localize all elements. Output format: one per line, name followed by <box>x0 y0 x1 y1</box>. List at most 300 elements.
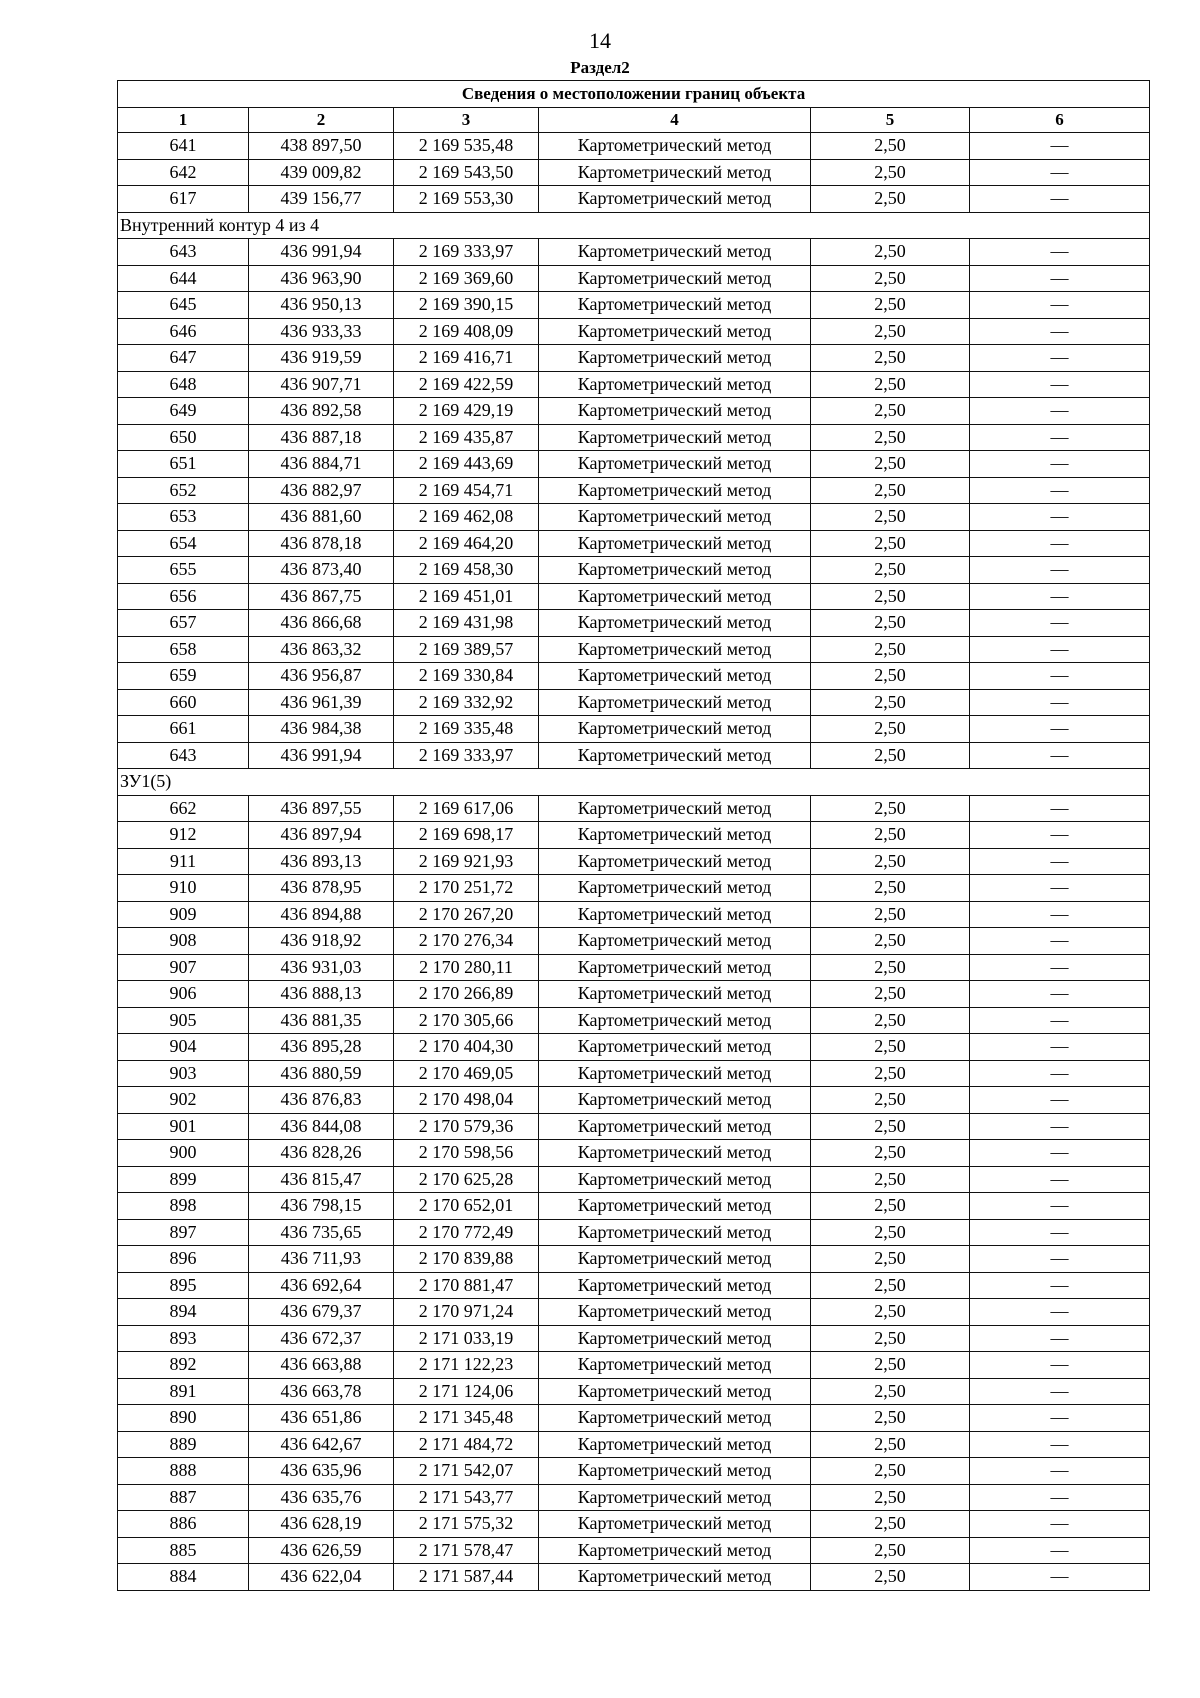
y-coordinate-cell: 2 169 464,20 <box>394 530 539 557</box>
method-cell: Картометрический метод <box>539 928 811 955</box>
x-coordinate-cell: 436 873,40 <box>249 557 394 584</box>
x-coordinate-cell: 436 672,37 <box>249 1325 394 1352</box>
method-cell: Картометрический метод <box>539 1060 811 1087</box>
table-row <box>118 1166 1150 1193</box>
method-cell: Картометрический метод <box>539 1405 811 1432</box>
y-coordinate-cell: 2 171 587,44 <box>394 1564 539 1591</box>
method-cell: Картометрический метод <box>539 371 811 398</box>
description-cell: — <box>970 1087 1150 1114</box>
y-coordinate-cell: 2 170 652,01 <box>394 1193 539 1220</box>
table-row <box>118 133 1150 160</box>
x-coordinate-cell: 436 882,97 <box>249 477 394 504</box>
method-cell: Картометрический метод <box>539 1166 811 1193</box>
point-number-cell: 648 <box>118 371 249 398</box>
method-cell: Картометрический метод <box>539 239 811 266</box>
description-cell: — <box>970 1564 1150 1591</box>
accuracy-cell: 2,50 <box>811 1511 970 1538</box>
x-coordinate-cell: 436 735,65 <box>249 1219 394 1246</box>
table-row <box>118 1299 1150 1326</box>
table-row <box>118 610 1150 637</box>
x-coordinate-cell: 436 931,03 <box>249 954 394 981</box>
accuracy-cell: 2,50 <box>811 663 970 690</box>
table-row <box>118 1564 1150 1591</box>
y-coordinate-cell: 2 169 332,92 <box>394 689 539 716</box>
table-row <box>118 1087 1150 1114</box>
accuracy-cell: 2,50 <box>811 822 970 849</box>
method-cell: Картометрический метод <box>539 1511 811 1538</box>
method-cell: Картометрический метод <box>539 1272 811 1299</box>
accuracy-cell: 2,50 <box>811 292 970 319</box>
accuracy-cell: 2,50 <box>811 1034 970 1061</box>
accuracy-cell: 2,50 <box>811 1219 970 1246</box>
description-cell: — <box>970 1246 1150 1273</box>
accuracy-cell: 2,50 <box>811 636 970 663</box>
table-row <box>118 1405 1150 1432</box>
accuracy-cell: 2,50 <box>811 265 970 292</box>
accuracy-cell: 2,50 <box>811 239 970 266</box>
point-number-cell: 895 <box>118 1272 249 1299</box>
method-cell: Картометрический метод <box>539 1087 811 1114</box>
y-coordinate-cell: 2 169 451,01 <box>394 583 539 610</box>
accuracy-cell: 2,50 <box>811 901 970 928</box>
description-cell: — <box>970 1166 1150 1193</box>
x-coordinate-cell: 436 651,86 <box>249 1405 394 1432</box>
point-number-cell: 646 <box>118 318 249 345</box>
method-cell: Картометрический метод <box>539 1564 811 1591</box>
accuracy-cell: 2,50 <box>811 1484 970 1511</box>
x-coordinate-cell: 436 881,60 <box>249 504 394 531</box>
method-cell: Картометрический метод <box>539 1007 811 1034</box>
y-coordinate-cell: 2 170 971,24 <box>394 1299 539 1326</box>
description-cell: — <box>970 663 1150 690</box>
x-coordinate-cell: 436 991,94 <box>249 742 394 769</box>
y-coordinate-cell: 2 170 598,56 <box>394 1140 539 1167</box>
y-coordinate-cell: 2 170 251,72 <box>394 875 539 902</box>
method-cell: Картометрический метод <box>539 795 811 822</box>
y-coordinate-cell: 2 171 122,23 <box>394 1352 539 1379</box>
description-cell: — <box>970 848 1150 875</box>
x-coordinate-cell: 436 663,88 <box>249 1352 394 1379</box>
y-coordinate-cell: 2 169 429,19 <box>394 398 539 425</box>
table-row <box>118 822 1150 849</box>
x-coordinate-cell: 436 893,13 <box>249 848 394 875</box>
table-row <box>118 1511 1150 1538</box>
description-cell: — <box>970 716 1150 743</box>
y-coordinate-cell: 2 169 435,87 <box>394 424 539 451</box>
accuracy-cell: 2,50 <box>811 557 970 584</box>
accuracy-cell: 2,50 <box>811 1113 970 1140</box>
table-row <box>118 716 1150 743</box>
method-cell: Картометрический метод <box>539 954 811 981</box>
table-row <box>118 318 1150 345</box>
description-cell: — <box>970 1325 1150 1352</box>
y-coordinate-cell: 2 171 484,72 <box>394 1431 539 1458</box>
y-coordinate-cell: 2 170 772,49 <box>394 1219 539 1246</box>
description-cell: — <box>970 1484 1150 1511</box>
x-coordinate-cell: 436 887,18 <box>249 424 394 451</box>
table-row <box>118 928 1150 955</box>
point-number-cell: 645 <box>118 292 249 319</box>
y-coordinate-cell: 2 171 542,07 <box>394 1458 539 1485</box>
group-row <box>118 212 1150 239</box>
x-coordinate-cell: 436 876,83 <box>249 1087 394 1114</box>
y-coordinate-cell: 2 170 267,20 <box>394 901 539 928</box>
x-coordinate-cell: 436 622,04 <box>249 1564 394 1591</box>
description-cell: — <box>970 1193 1150 1220</box>
table-body <box>118 133 1150 1591</box>
accuracy-cell: 2,50 <box>811 1272 970 1299</box>
description-cell: — <box>970 1299 1150 1326</box>
accuracy-cell: 2,50 <box>811 398 970 425</box>
y-coordinate-cell: 2 169 416,71 <box>394 345 539 372</box>
table-row <box>118 1325 1150 1352</box>
y-coordinate-cell: 2 169 369,60 <box>394 265 539 292</box>
table-row <box>118 265 1150 292</box>
description-cell: — <box>970 981 1150 1008</box>
accuracy-cell: 2,50 <box>811 504 970 531</box>
table-row <box>118 1060 1150 1087</box>
accuracy-cell: 2,50 <box>811 318 970 345</box>
point-number-cell: 660 <box>118 689 249 716</box>
point-number-cell: 912 <box>118 822 249 849</box>
table-row <box>118 1246 1150 1273</box>
point-number-cell: 885 <box>118 1537 249 1564</box>
method-cell: Картометрический метод <box>539 530 811 557</box>
x-coordinate-cell: 436 626,59 <box>249 1537 394 1564</box>
method-cell: Картометрический метод <box>539 1484 811 1511</box>
table-row <box>118 292 1150 319</box>
y-coordinate-cell: 2 170 579,36 <box>394 1113 539 1140</box>
method-cell: Картометрический метод <box>539 557 811 584</box>
point-number-cell: 652 <box>118 477 249 504</box>
description-cell: — <box>970 689 1150 716</box>
method-cell: Картометрический метод <box>539 1113 811 1140</box>
point-number-cell: 887 <box>118 1484 249 1511</box>
accuracy-cell: 2,50 <box>811 1193 970 1220</box>
table-row <box>118 636 1150 663</box>
accuracy-cell: 2,50 <box>811 371 970 398</box>
x-coordinate-cell: 436 919,59 <box>249 345 394 372</box>
table-row <box>118 371 1150 398</box>
table-row <box>118 1140 1150 1167</box>
accuracy-cell: 2,50 <box>811 1405 970 1432</box>
x-coordinate-cell: 439 009,82 <box>249 159 394 186</box>
accuracy-cell: 2,50 <box>811 1537 970 1564</box>
x-coordinate-cell: 436 963,90 <box>249 265 394 292</box>
x-coordinate-cell: 436 961,39 <box>249 689 394 716</box>
point-number-cell: 662 <box>118 795 249 822</box>
y-coordinate-cell: 2 169 422,59 <box>394 371 539 398</box>
point-number-cell: 905 <box>118 1007 249 1034</box>
method-cell: Картометрический метод <box>539 318 811 345</box>
x-coordinate-cell: 436 828,26 <box>249 1140 394 1167</box>
y-coordinate-cell: 2 169 535,48 <box>394 133 539 160</box>
table-row <box>118 583 1150 610</box>
accuracy-cell: 2,50 <box>811 954 970 981</box>
accuracy-cell: 2,50 <box>811 451 970 478</box>
method-cell: Картометрический метод <box>539 477 811 504</box>
y-coordinate-cell: 2 171 575,32 <box>394 1511 539 1538</box>
point-number-cell: 643 <box>118 742 249 769</box>
accuracy-cell: 2,50 <box>811 981 970 1008</box>
x-coordinate-cell: 436 880,59 <box>249 1060 394 1087</box>
point-number-cell: 651 <box>118 451 249 478</box>
y-coordinate-cell: 2 170 305,66 <box>394 1007 539 1034</box>
y-coordinate-cell: 2 170 404,30 <box>394 1034 539 1061</box>
table-row <box>118 345 1150 372</box>
table-row <box>118 530 1150 557</box>
page-number: 14 <box>589 28 611 53</box>
x-coordinate-cell: 436 635,96 <box>249 1458 394 1485</box>
table-row <box>118 1007 1150 1034</box>
column-header: 2 <box>249 108 394 133</box>
table-row <box>118 1352 1150 1379</box>
point-number-cell: 904 <box>118 1034 249 1061</box>
point-number-cell: 901 <box>118 1113 249 1140</box>
accuracy-cell: 2,50 <box>811 133 970 160</box>
x-coordinate-cell: 436 815,47 <box>249 1166 394 1193</box>
description-cell: — <box>970 557 1150 584</box>
method-cell: Картометрический метод <box>539 186 811 213</box>
accuracy-cell: 2,50 <box>811 875 970 902</box>
point-number-cell: 894 <box>118 1299 249 1326</box>
description-cell: — <box>970 1458 1150 1485</box>
point-number-cell: 653 <box>118 504 249 531</box>
description-cell: — <box>970 1113 1150 1140</box>
accuracy-cell: 2,50 <box>811 477 970 504</box>
x-coordinate-cell: 436 888,13 <box>249 981 394 1008</box>
x-coordinate-cell: 436 635,76 <box>249 1484 394 1511</box>
y-coordinate-cell: 2 169 553,30 <box>394 186 539 213</box>
description-cell: — <box>970 1431 1150 1458</box>
method-cell: Картометрический метод <box>539 504 811 531</box>
x-coordinate-cell: 436 950,13 <box>249 292 394 319</box>
description-cell: — <box>970 1352 1150 1379</box>
column-header: 5 <box>811 108 970 133</box>
point-number-cell: 657 <box>118 610 249 637</box>
accuracy-cell: 2,50 <box>811 1564 970 1591</box>
accuracy-cell: 2,50 <box>811 610 970 637</box>
method-cell: Картометрический метод <box>539 1378 811 1405</box>
x-coordinate-cell: 436 711,93 <box>249 1246 394 1273</box>
y-coordinate-cell: 2 171 124,06 <box>394 1378 539 1405</box>
accuracy-cell: 2,50 <box>811 1087 970 1114</box>
y-coordinate-cell: 2 171 033,19 <box>394 1325 539 1352</box>
x-coordinate-cell: 436 984,38 <box>249 716 394 743</box>
method-cell: Картометрический метод <box>539 901 811 928</box>
y-coordinate-cell: 2 169 454,71 <box>394 477 539 504</box>
column-header: 3 <box>394 108 539 133</box>
y-coordinate-cell: 2 169 431,98 <box>394 610 539 637</box>
point-number-cell: 898 <box>118 1193 249 1220</box>
accuracy-cell: 2,50 <box>811 795 970 822</box>
method-cell: Картометрический метод <box>539 159 811 186</box>
point-number-cell: 661 <box>118 716 249 743</box>
x-coordinate-cell: 436 844,08 <box>249 1113 394 1140</box>
table-row <box>118 1537 1150 1564</box>
accuracy-cell: 2,50 <box>811 345 970 372</box>
point-number-cell: 658 <box>118 636 249 663</box>
y-coordinate-cell: 2 169 389,57 <box>394 636 539 663</box>
method-cell: Картометрический метод <box>539 345 811 372</box>
y-coordinate-cell: 2 170 469,05 <box>394 1060 539 1087</box>
y-coordinate-cell: 2 170 280,11 <box>394 954 539 981</box>
x-coordinate-cell: 436 628,19 <box>249 1511 394 1538</box>
description-cell: — <box>970 1219 1150 1246</box>
point-number-cell: 907 <box>118 954 249 981</box>
y-coordinate-cell: 2 169 408,09 <box>394 318 539 345</box>
accuracy-cell: 2,50 <box>811 186 970 213</box>
description-cell: — <box>970 292 1150 319</box>
description-cell: — <box>970 1378 1150 1405</box>
description-cell: — <box>970 875 1150 902</box>
x-coordinate-cell: 436 895,28 <box>249 1034 394 1061</box>
accuracy-cell: 2,50 <box>811 1299 970 1326</box>
y-coordinate-cell: 2 170 276,34 <box>394 928 539 955</box>
x-coordinate-cell: 436 907,71 <box>249 371 394 398</box>
method-cell: Картометрический метод <box>539 848 811 875</box>
table-row <box>118 1113 1150 1140</box>
point-number-cell: 647 <box>118 345 249 372</box>
table-row <box>118 981 1150 1008</box>
x-coordinate-cell: 436 679,37 <box>249 1299 394 1326</box>
description-cell: — <box>970 424 1150 451</box>
table-row <box>118 954 1150 981</box>
x-coordinate-cell: 436 866,68 <box>249 610 394 637</box>
x-coordinate-cell: 436 991,94 <box>249 239 394 266</box>
description-cell: — <box>970 530 1150 557</box>
y-coordinate-cell: 2 170 839,88 <box>394 1246 539 1273</box>
accuracy-cell: 2,50 <box>811 1166 970 1193</box>
table-row <box>118 848 1150 875</box>
table-row <box>118 1034 1150 1061</box>
column-header: 1 <box>118 108 249 133</box>
group-label: Внутренний контур 4 из 4 <box>118 212 1150 239</box>
description-cell: — <box>970 1034 1150 1061</box>
point-number-cell: 655 <box>118 557 249 584</box>
description-cell: — <box>970 1140 1150 1167</box>
x-coordinate-cell: 436 897,55 <box>249 795 394 822</box>
accuracy-cell: 2,50 <box>811 1140 970 1167</box>
accuracy-cell: 2,50 <box>811 583 970 610</box>
method-cell: Картометрический метод <box>539 292 811 319</box>
y-coordinate-cell: 2 169 335,48 <box>394 716 539 743</box>
point-number-cell: 884 <box>118 1564 249 1591</box>
accuracy-cell: 2,50 <box>811 848 970 875</box>
table-row <box>118 901 1150 928</box>
method-cell: Картометрический метод <box>539 451 811 478</box>
table-row <box>118 557 1150 584</box>
method-cell: Картометрический метод <box>539 1299 811 1326</box>
accuracy-cell: 2,50 <box>811 742 970 769</box>
description-cell: — <box>970 371 1150 398</box>
description-cell: — <box>970 1272 1150 1299</box>
method-cell: Картометрический метод <box>539 716 811 743</box>
accuracy-cell: 2,50 <box>811 1325 970 1352</box>
accuracy-cell: 2,50 <box>811 1007 970 1034</box>
description-cell: — <box>970 610 1150 637</box>
description-cell: — <box>970 742 1150 769</box>
method-cell: Картометрический метод <box>539 398 811 425</box>
table-row <box>118 1458 1150 1485</box>
column-header: 6 <box>970 108 1150 133</box>
table-row <box>118 1272 1150 1299</box>
table-row <box>118 398 1150 425</box>
method-cell: Картометрический метод <box>539 1537 811 1564</box>
description-cell: — <box>970 928 1150 955</box>
column-header: 4 <box>539 108 811 133</box>
accuracy-cell: 2,50 <box>811 424 970 451</box>
y-coordinate-cell: 2 169 390,15 <box>394 292 539 319</box>
accuracy-cell: 2,50 <box>811 928 970 955</box>
description-cell: — <box>970 133 1150 160</box>
point-number-cell: 900 <box>118 1140 249 1167</box>
x-coordinate-cell: 436 892,58 <box>249 398 394 425</box>
group-label: ЗУ1(5) <box>118 769 1150 796</box>
table-row <box>118 795 1150 822</box>
point-number-cell: 909 <box>118 901 249 928</box>
point-number-cell: 889 <box>118 1431 249 1458</box>
method-cell: Картометрический метод <box>539 424 811 451</box>
y-coordinate-cell: 2 169 443,69 <box>394 451 539 478</box>
point-number-cell: 896 <box>118 1246 249 1273</box>
accuracy-cell: 2,50 <box>811 530 970 557</box>
method-cell: Картометрический метод <box>539 1431 811 1458</box>
x-coordinate-cell: 436 878,18 <box>249 530 394 557</box>
description-cell: — <box>970 1511 1150 1538</box>
method-cell: Картометрический метод <box>539 583 811 610</box>
description-cell: — <box>970 504 1150 531</box>
group-row <box>118 769 1150 796</box>
description-cell: — <box>970 583 1150 610</box>
point-number-cell: 641 <box>118 133 249 160</box>
table-row <box>118 424 1150 451</box>
description-cell: — <box>970 636 1150 663</box>
method-cell: Картометрический метод <box>539 636 811 663</box>
point-number-cell: 659 <box>118 663 249 690</box>
method-cell: Картометрический метод <box>539 689 811 716</box>
description-cell: — <box>970 186 1150 213</box>
accuracy-cell: 2,50 <box>811 716 970 743</box>
point-number-cell: 644 <box>118 265 249 292</box>
description-cell: — <box>970 795 1150 822</box>
method-cell: Картометрический метод <box>539 1034 811 1061</box>
table-row <box>118 451 1150 478</box>
x-coordinate-cell: 436 692,64 <box>249 1272 394 1299</box>
method-cell: Картометрический метод <box>539 1458 811 1485</box>
point-number-cell: 910 <box>118 875 249 902</box>
table-row <box>118 1193 1150 1220</box>
method-cell: Картометрический метод <box>539 1193 811 1220</box>
x-coordinate-cell: 436 894,88 <box>249 901 394 928</box>
y-coordinate-cell: 2 170 881,47 <box>394 1272 539 1299</box>
table-row <box>118 477 1150 504</box>
point-number-cell: 892 <box>118 1352 249 1379</box>
y-coordinate-cell: 2 169 333,97 <box>394 239 539 266</box>
boundary-coordinates-table <box>117 80 1150 1591</box>
description-cell: — <box>970 1007 1150 1034</box>
description-cell: — <box>970 265 1150 292</box>
table-title: Сведения о местоположении границ объекта <box>118 81 1150 108</box>
x-coordinate-cell: 436 884,71 <box>249 451 394 478</box>
x-coordinate-cell: 436 798,15 <box>249 1193 394 1220</box>
y-coordinate-cell: 2 171 578,47 <box>394 1537 539 1564</box>
x-coordinate-cell: 436 881,35 <box>249 1007 394 1034</box>
y-coordinate-cell: 2 171 345,48 <box>394 1405 539 1432</box>
table-row <box>118 186 1150 213</box>
y-coordinate-cell: 2 169 462,08 <box>394 504 539 531</box>
y-coordinate-cell: 2 169 458,30 <box>394 557 539 584</box>
